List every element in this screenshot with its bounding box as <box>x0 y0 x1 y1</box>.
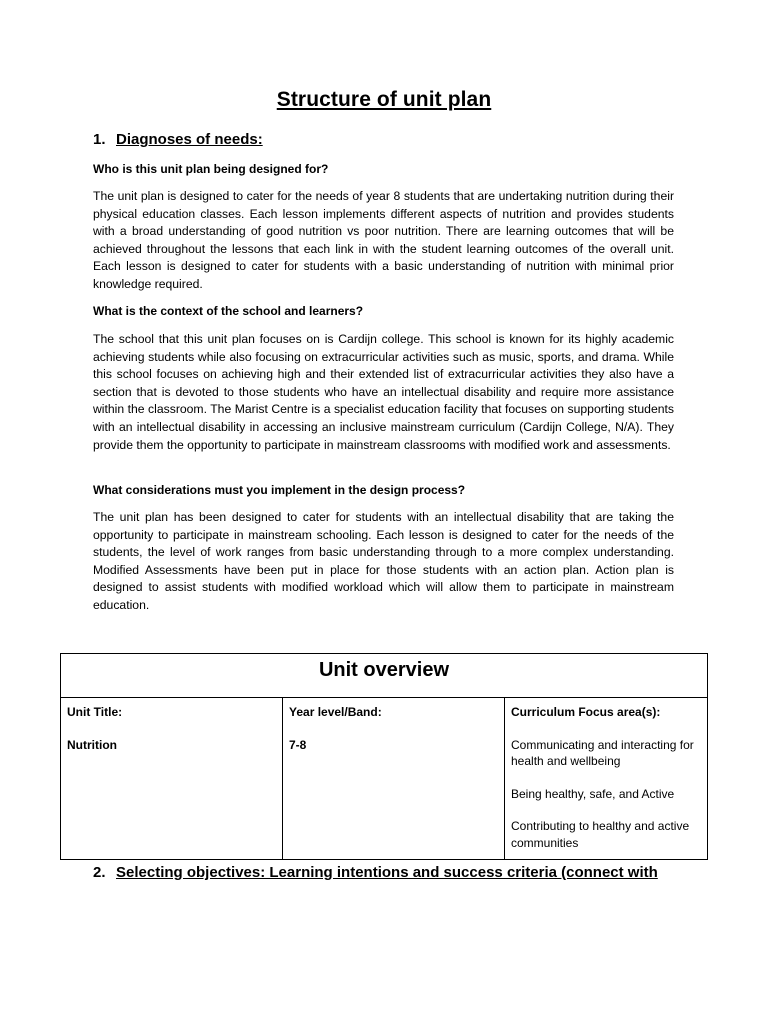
document-title: Structure of unit plan <box>276 88 492 111</box>
year-level-label: Year level/Band: <box>289 705 382 719</box>
question-who: Who is this unit plan being designed for? <box>93 162 329 176</box>
section-1-number: 1. <box>93 131 106 148</box>
focus-item: Communicating and interacting for health and wellbeing <box>511 737 694 768</box>
section-2-title: Selecting objectives: Learning intentions and success criteria (connect with <box>116 864 658 881</box>
section-1-heading <box>93 131 263 148</box>
section-2-heading <box>93 864 658 881</box>
unit-title-label: Unit Title: <box>67 705 123 719</box>
paragraph-context: The school that this unit plan focuses on is Cardijn college. This school is known for its highly academic achieving students while also focusing on extracurricular activities such as music, sports, and drama. While this school focuses on achieving high and their extended list of extracurricular activities they also have a section that is devoted to those students who have an intellectual disability and require more assistance within the classroom. The Marist Centre is a specialist education facility that focuses on supporting students with an intellectual disability in accessing an inclusive mainstream curriculum (Cardijn College, N/A). They provide them the opportunity to participate in mainstream classrooms with modified work and assessments. <box>93 332 674 452</box>
unit-title-cell <box>61 698 283 860</box>
curriculum-focus-label: Curriculum Focus area(s): <box>511 705 661 719</box>
focus-item: Contributing to healthy and active communities <box>511 819 690 850</box>
year-level-cell <box>283 698 505 860</box>
focus-item: Being healthy, safe, and Active <box>511 786 675 801</box>
question-considerations: What considerations must you implement in the design process? <box>93 483 466 497</box>
curriculum-focus-cell <box>505 698 707 860</box>
paragraph-considerations: The unit plan has been designed to cater for students with an intellectual disability that are taking the opportunity to participate in mainstream schooling. Each lesson is designed to cater for the needs of the students, the level of work ranges from basic understanding through to a more complex understanding. Modified Assessments have been put in place for those students with an action plan. Action plan is designed to assist students with modified workload which will allow them to participate in mainstream education. <box>93 510 674 612</box>
unit-overview-title: Unit overview <box>61 654 707 698</box>
section-2-number: 2. <box>93 864 106 881</box>
unit-overview-table <box>60 653 708 860</box>
unit-overview-row <box>61 698 707 860</box>
unit-title-value: Nutrition <box>67 737 117 752</box>
year-level-value: 7-8 <box>289 737 307 752</box>
section-1-title: Diagnoses of needs: <box>116 131 263 148</box>
paragraph-who: The unit plan is designed to cater for the needs of year 8 students that are undertaking nutrition during their physical education classes. Each lesson implements different aspects of nutrition and provides students with a broad understanding of good nutrition vs poor nutrition. There are learning outcomes that will be achieved throughout the lessons that each link in with the student learning outcomes of the overall unit. Each lesson is designed to cater for students with a basic understanding of nutrition with minimal prior knowledge required. <box>93 189 674 291</box>
question-context: What is the context of the school and learners? <box>93 304 364 318</box>
